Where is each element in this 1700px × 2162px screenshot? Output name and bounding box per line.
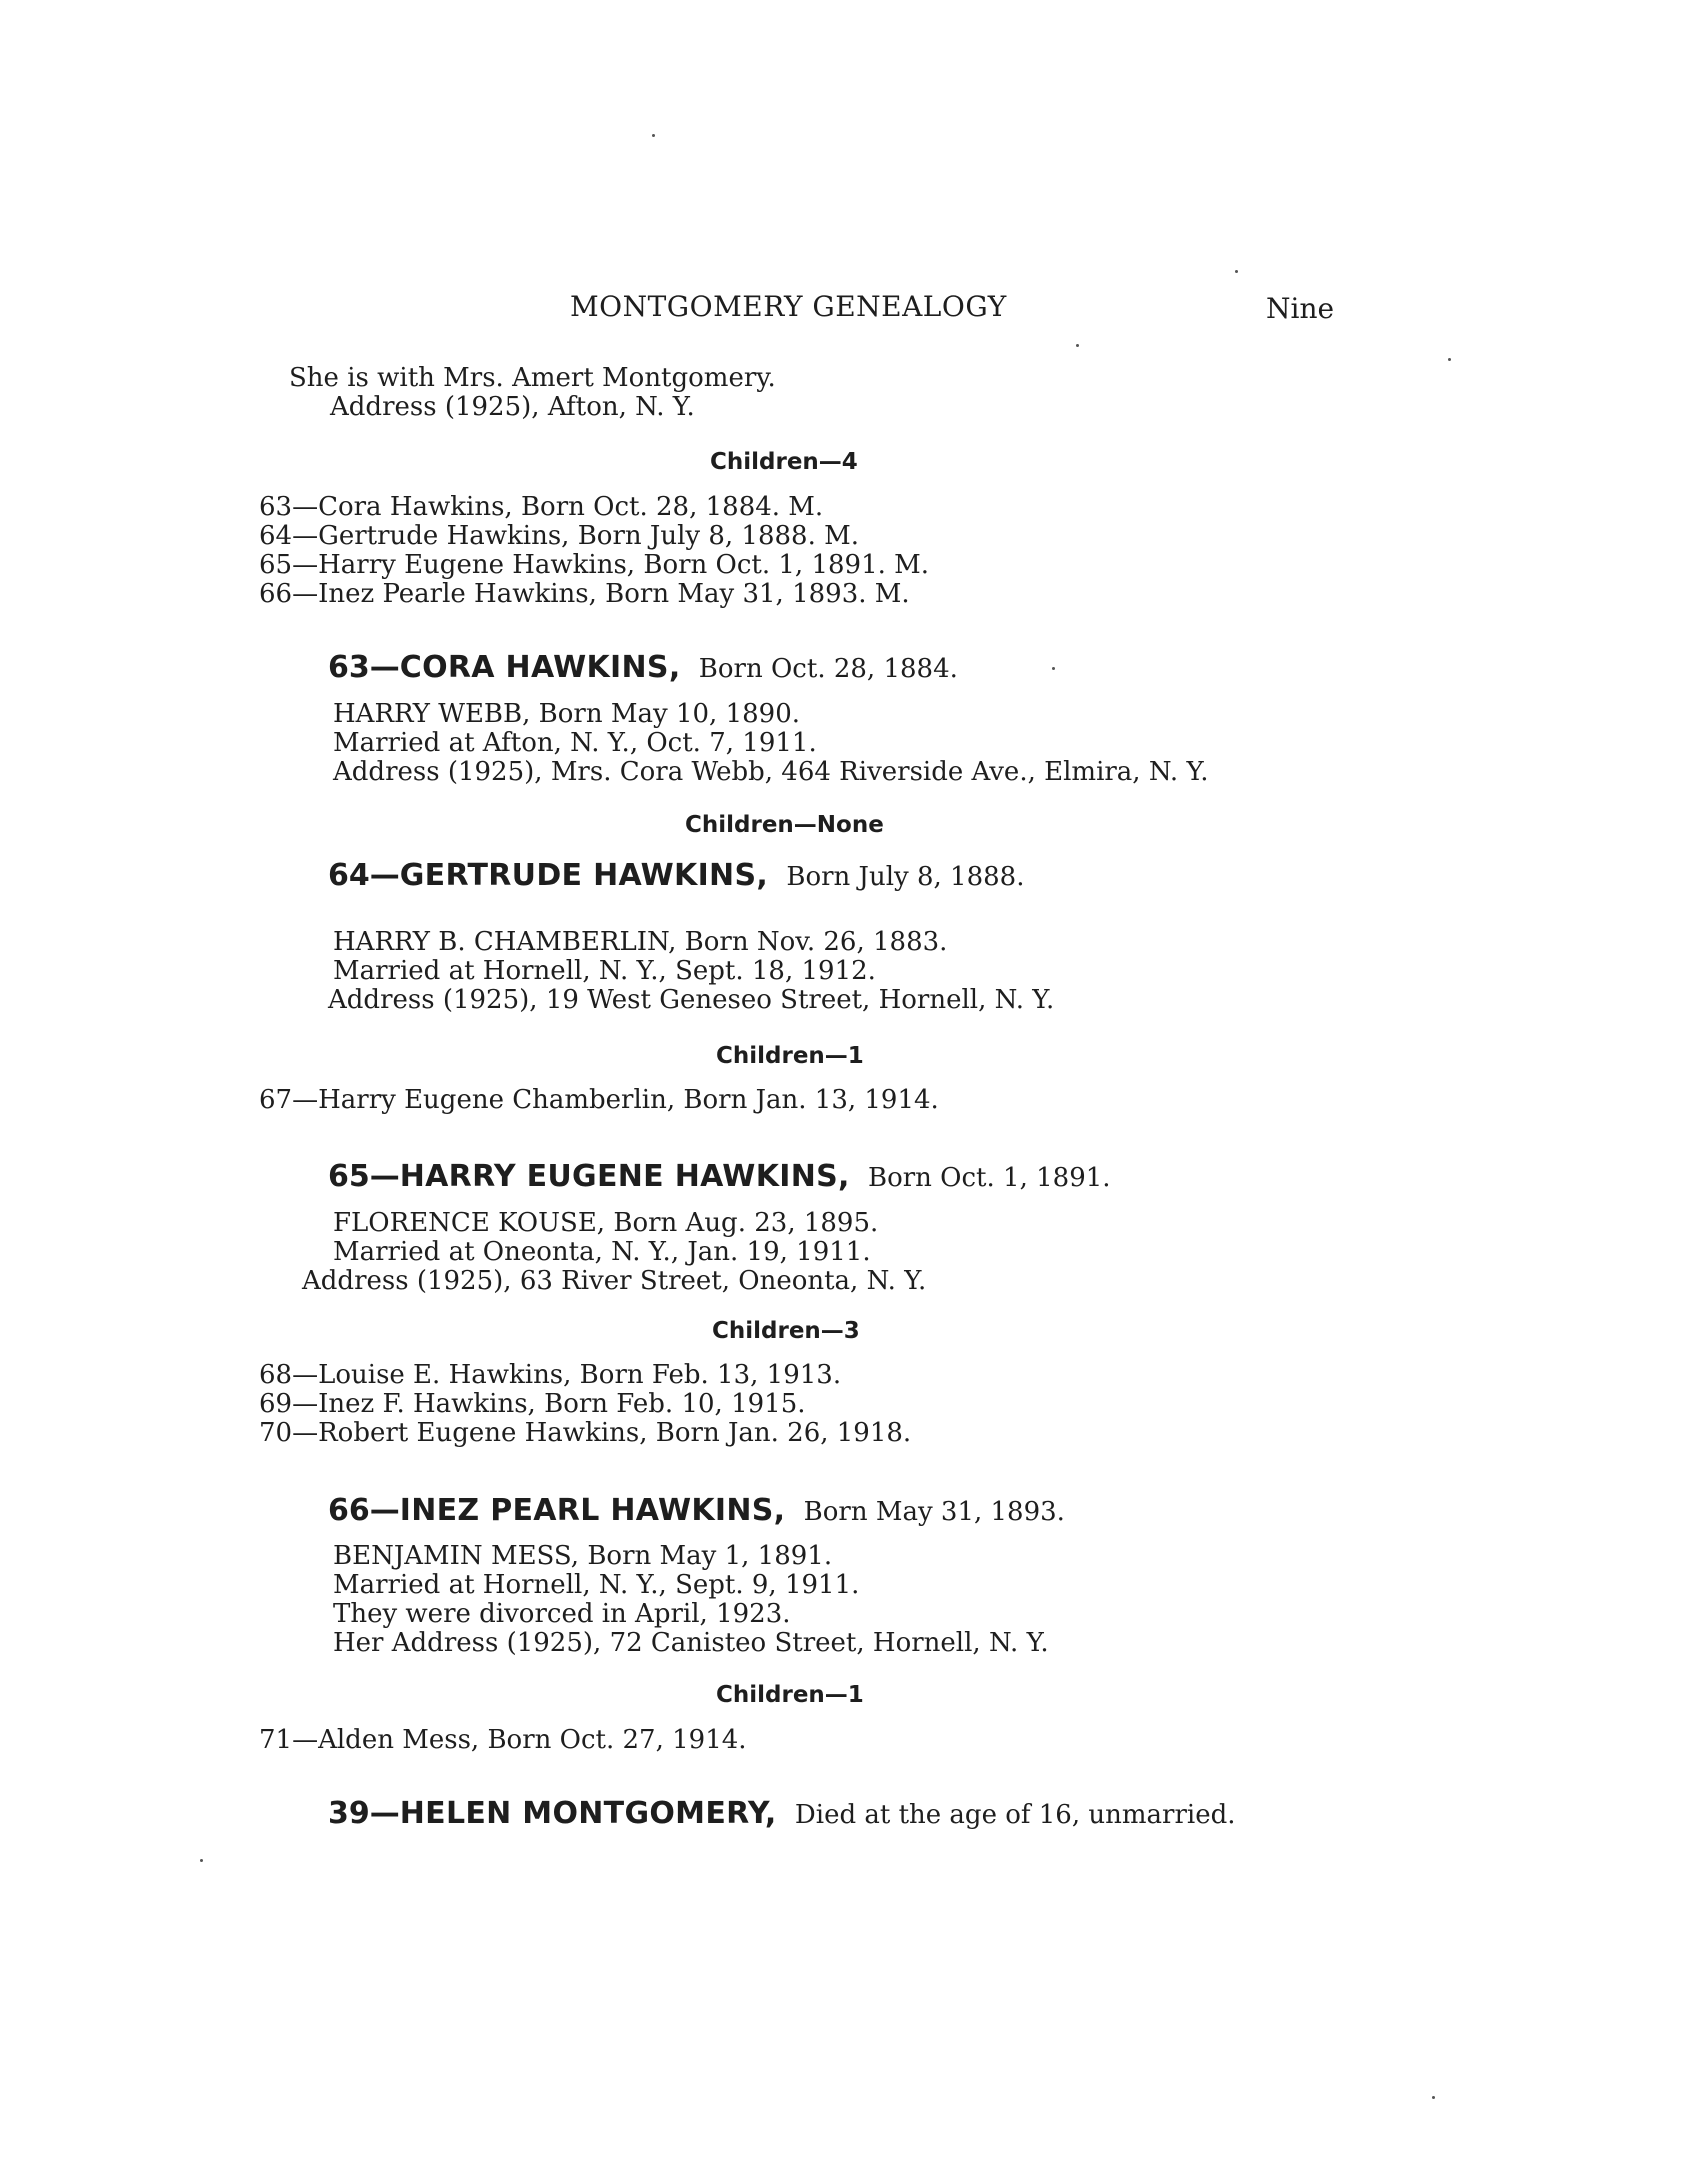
entry-number: 39— <box>328 1796 400 1831</box>
intro-address: Address (1925), Afton, N. Y. <box>330 392 695 422</box>
scan-speck <box>1235 270 1238 273</box>
list-item: 65—Harry Eugene Hawkins, Born Oct. 1, 1891. M. <box>259 550 930 580</box>
list-item: 64—Gertrude Hawkins, Born July 8, 1888. M. <box>259 521 859 551</box>
entry-name: HARRY EUGENE HAWKINS, <box>399 1159 850 1194</box>
page-number: Nine <box>1266 292 1335 325</box>
entry-born: Born May 31, 1893. <box>803 1497 1065 1527</box>
children-heading: Children—1 <box>716 1043 864 1069</box>
list-item: 69—Inez F. Hawkins, Born Feb. 10, 1915. <box>259 1389 806 1419</box>
entry-heading <box>328 1493 1065 1528</box>
entry-heading <box>328 1796 1235 1831</box>
scan-speck <box>200 1859 203 1862</box>
entry-heading <box>328 1159 1111 1194</box>
children-heading: Children—1 <box>716 1682 864 1708</box>
entry-name: HELEN MONTGOMERY, <box>399 1796 777 1831</box>
scan-speck <box>1432 2096 1435 2099</box>
list-item: 68—Louise E. Hawkins, Born Feb. 13, 1913. <box>259 1360 842 1390</box>
running-title: MONTGOMERY GENEALOGY <box>570 290 1007 323</box>
entry-born: Died at the age of 16, unmarried. <box>794 1800 1236 1830</box>
children-heading: Children—4 <box>710 449 858 475</box>
entry-detail: Address (1925), Mrs. Cora Webb, 464 Riverside Ave., Elmira, N. Y. <box>333 757 1209 787</box>
entry-number: 65— <box>328 1159 400 1194</box>
entry-detail: They were divorced in April, 1923. <box>333 1599 791 1629</box>
entry-number: 63— <box>328 650 400 685</box>
entry-detail: HARRY B. CHAMBERLIN, Born Nov. 26, 1883. <box>333 927 948 957</box>
entry-detail: FLORENCE KOUSE, Born Aug. 23, 1895. <box>333 1208 879 1238</box>
entry-name: INEZ PEARL HAWKINS, <box>399 1493 786 1528</box>
entry-number: 64— <box>328 858 400 893</box>
entry-born: Born Oct. 28, 1884. <box>698 654 958 684</box>
children-heading: Children—3 <box>712 1318 860 1344</box>
entry-detail: HARRY WEBB, Born May 10, 1890. <box>333 699 800 729</box>
list-item: 63—Cora Hawkins, Born Oct. 28, 1884. M. <box>259 492 824 522</box>
entry-detail: Address (1925), 19 West Geneseo Street, Hornell, N. Y. <box>328 985 1055 1015</box>
entry-number: 66— <box>328 1493 400 1528</box>
entry-detail: Address (1925), 63 River Street, Oneonta, N. Y. <box>302 1266 927 1296</box>
entry-heading <box>328 858 1024 893</box>
intro-line: She is with Mrs. Amert Montgomery. <box>289 363 776 393</box>
list-item: 66—Inez Pearle Hawkins, Born May 31, 1893. M. <box>259 579 910 609</box>
list-item: 67—Harry Eugene Chamberlin, Born Jan. 13, 1914. <box>259 1085 939 1115</box>
entry-detail: Married at Oneonta, N. Y., Jan. 19, 1911. <box>333 1237 871 1267</box>
entry-detail: Married at Afton, N. Y., Oct. 7, 1911. <box>333 728 817 758</box>
entry-name: CORA HAWKINS, <box>399 650 681 685</box>
children-heading: Children—None <box>685 812 884 838</box>
scan-speck <box>1052 667 1055 670</box>
entry-name: GERTRUDE HAWKINS, <box>399 858 769 893</box>
entry-detail: BENJAMIN MESS, Born May 1, 1891. <box>333 1541 833 1571</box>
scan-speck <box>652 134 655 137</box>
entry-born: Born Oct. 1, 1891. <box>867 1163 1111 1193</box>
scan-speck <box>1076 344 1079 347</box>
scan-speck <box>1448 358 1451 361</box>
entry-detail: Her Address (1925), 72 Canisteo Street, Hornell, N. Y. <box>333 1628 1049 1658</box>
list-item: 71—Alden Mess, Born Oct. 27, 1914. <box>259 1725 747 1755</box>
entry-heading <box>328 650 958 685</box>
entry-detail: Married at Hornell, N. Y., Sept. 18, 1912. <box>333 956 876 986</box>
list-item: 70—Robert Eugene Hawkins, Born Jan. 26, 1918. <box>259 1418 912 1448</box>
entry-born: Born July 8, 1888. <box>786 862 1025 892</box>
entry-detail: Married at Hornell, N. Y., Sept. 9, 1911. <box>333 1570 860 1600</box>
